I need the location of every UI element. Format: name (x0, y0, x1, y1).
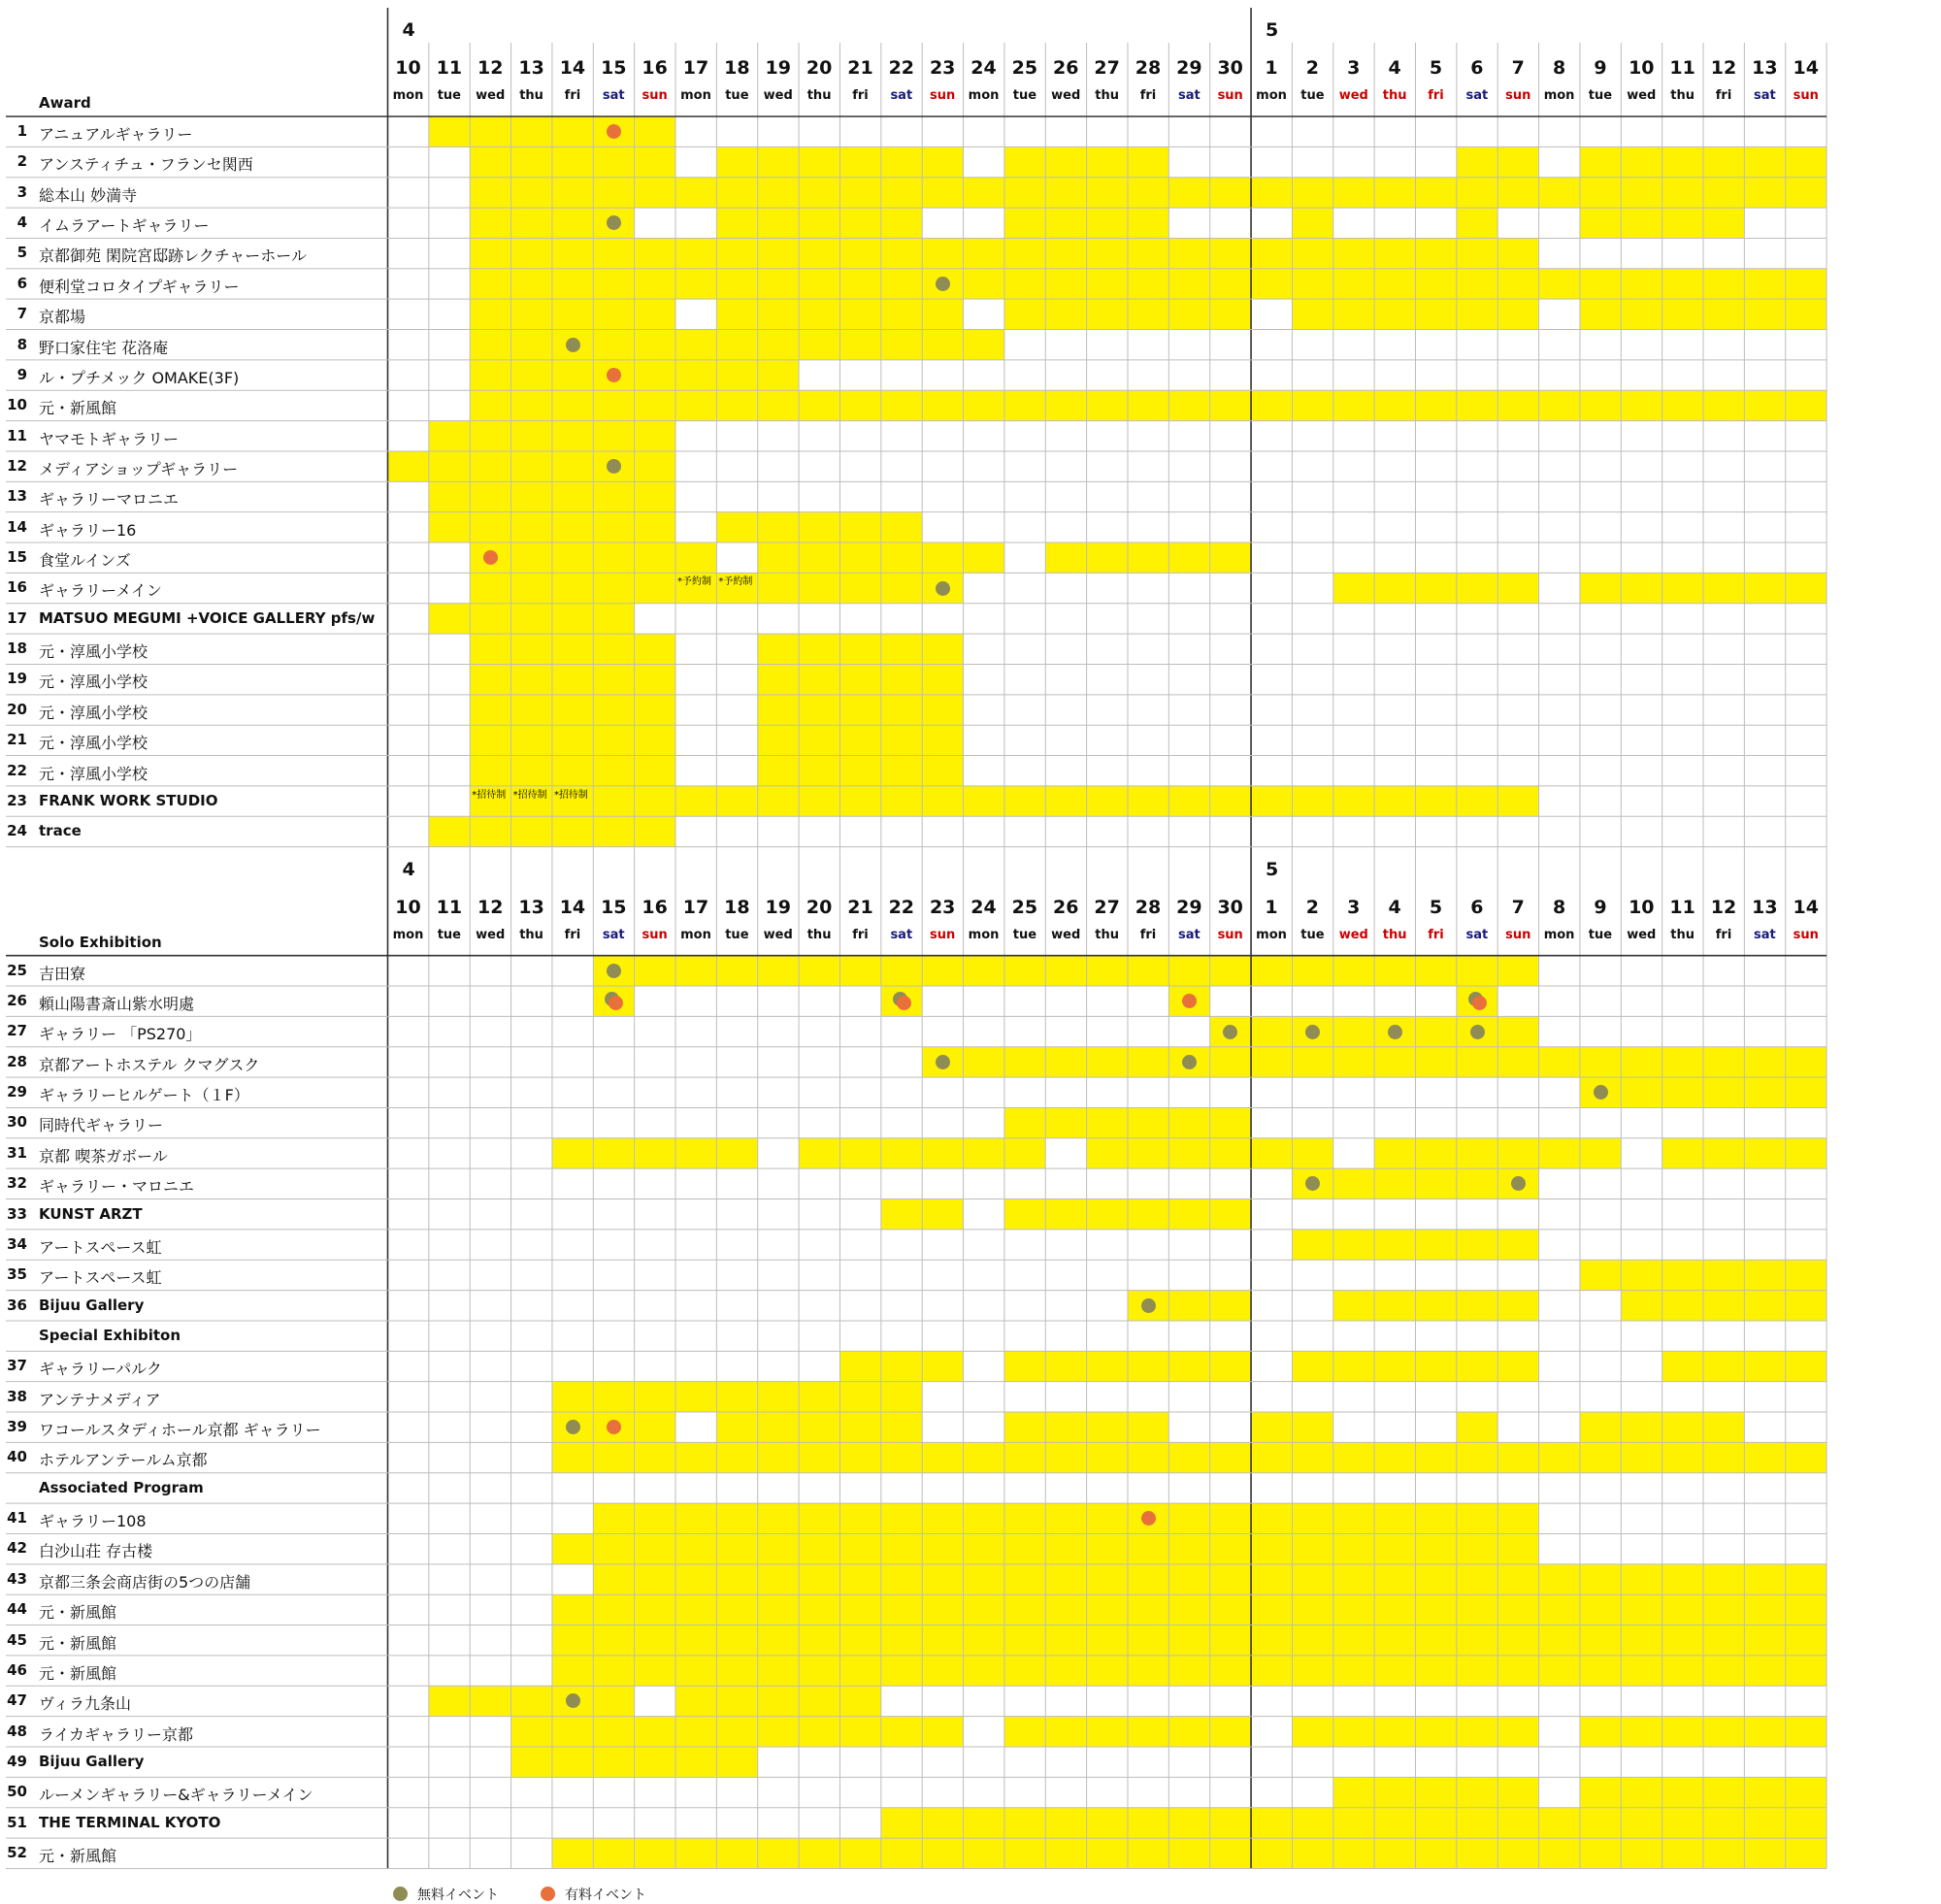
row-number: 26 (7, 992, 27, 1009)
day-number: 7 (1511, 896, 1525, 918)
free-event-dot (566, 1693, 580, 1708)
venue-name: ギャラリーメイン (39, 581, 162, 601)
legend-label: 無料イベント (417, 1888, 499, 1904)
section-title: Associated Program (39, 1478, 204, 1496)
day-name: wed (1338, 88, 1368, 103)
free-event-dot (566, 1420, 580, 1434)
venue-name: ルーメンギャラリー&ギャラリーメイン (39, 1786, 313, 1805)
day-number: 27 (1094, 896, 1120, 918)
day-name: thu (519, 88, 543, 103)
row-number: 24 (7, 822, 27, 840)
day-name: fri (1428, 927, 1444, 942)
row-number: 11 (7, 426, 27, 444)
day-name: sat (1754, 927, 1776, 942)
venue-name: 白沙山荘 存古楼 (39, 1542, 153, 1561)
row-number: 28 (7, 1052, 27, 1070)
venue-name: 吉田寮 (39, 964, 86, 983)
day-number: 28 (1135, 896, 1162, 918)
free-event-dot (1470, 1025, 1485, 1039)
row-number: 13 (7, 487, 27, 506)
venue-name: ギャラリーマロニエ (39, 490, 180, 509)
venue-name: 京都御苑 閑院宮邸跡レクチャーホール (39, 246, 307, 266)
day-number: 3 (1347, 896, 1361, 918)
venue-name: ル・プチメック OMAKE(3F) (39, 368, 240, 387)
row-number: 23 (7, 791, 27, 809)
day-name: thu (1095, 88, 1119, 103)
row-number: 14 (7, 517, 27, 536)
day-name: thu (1382, 927, 1407, 942)
row-number: 9 (16, 365, 27, 383)
row-number: 3 (16, 182, 27, 201)
reservation-note: *招待制 (472, 789, 507, 801)
venue-name: ギャラリーヒルゲート（１F） (39, 1086, 249, 1105)
day-name: sat (1177, 927, 1201, 942)
day-number: 9 (1594, 57, 1607, 79)
day-number: 19 (765, 57, 791, 79)
row-number: 51 (7, 1813, 27, 1831)
legend-label: 有料イベント (565, 1888, 646, 1904)
day-name: mon (1256, 927, 1287, 942)
row-number: 32 (7, 1174, 27, 1193)
day-name: wed (1051, 927, 1081, 942)
venue-name: 京都三条会商店街の5つの店舗 (39, 1572, 251, 1592)
row-number: 15 (7, 548, 27, 567)
venue-name: 便利堂コロタイプギャラリー (39, 277, 240, 296)
reservation-note: *招待制 (512, 789, 547, 801)
day-number: 17 (682, 57, 709, 79)
row-number: 34 (7, 1234, 27, 1253)
day-number: 14 (1793, 896, 1819, 918)
day-name: sun (1217, 88, 1243, 103)
day-name: fri (1139, 927, 1157, 942)
section-title: Solo Exhibition (39, 933, 162, 951)
free-event-dot (607, 459, 621, 474)
day-number: 10 (395, 57, 421, 79)
day-name: sat (602, 927, 625, 942)
row-number: 40 (7, 1448, 27, 1466)
row-number: 35 (7, 1265, 27, 1284)
row-number: 36 (7, 1296, 27, 1314)
day-number: 26 (1053, 896, 1079, 918)
day-number: 8 (1552, 57, 1566, 79)
row-number: 50 (7, 1783, 27, 1801)
row-number: 52 (7, 1844, 27, 1862)
day-name: tue (1012, 88, 1037, 103)
day-name: fri (1715, 88, 1732, 103)
day-number: 11 (1669, 896, 1695, 918)
venue-name: ギャラリー108 (39, 1512, 147, 1531)
day-name: wed (476, 927, 506, 942)
day-number: 13 (1752, 896, 1778, 918)
row-number: 48 (7, 1722, 27, 1740)
day-number: 12 (477, 896, 504, 918)
row-number: 46 (7, 1660, 27, 1679)
day-name: sun (642, 927, 668, 942)
day-number: 29 (1176, 57, 1202, 79)
row-number: 12 (7, 456, 27, 475)
free-event-dot (1141, 1298, 1156, 1313)
day-name: fri (1428, 88, 1444, 103)
day-name: tue (1300, 927, 1325, 942)
month-label: 4 (402, 19, 415, 41)
row-number: 29 (7, 1083, 27, 1101)
free-event-dot (936, 277, 950, 291)
day-number: 4 (1388, 57, 1401, 79)
day-name: sat (1465, 927, 1489, 942)
day-number: 23 (929, 896, 956, 918)
paid-event-dot (897, 996, 911, 1010)
day-name: thu (519, 927, 543, 942)
day-name: mon (1256, 88, 1287, 103)
reservation-note: *予約制 (677, 576, 712, 588)
day-name: thu (1095, 927, 1119, 942)
day-number: 6 (1470, 57, 1484, 79)
venue-name: アニュアルギャラリー (39, 125, 193, 144)
day-number: 25 (1011, 57, 1038, 79)
day-name: sat (890, 927, 913, 942)
venue-name: THE TERMINAL KYOTO (39, 1813, 221, 1831)
venue-name: 元・淳風小学校 (39, 703, 148, 722)
venue-name: ヤマモトギャラリー (39, 429, 180, 448)
month-label: 5 (1266, 858, 1279, 880)
day-number: 29 (1176, 896, 1202, 918)
day-number: 25 (1011, 896, 1038, 918)
row-number: 18 (7, 640, 27, 658)
row-number: 2 (16, 152, 27, 171)
section-title: Special Exhibiton (39, 1326, 181, 1344)
day-number: 13 (518, 57, 544, 79)
paid-event-legend-icon (541, 1887, 555, 1901)
venue-name: アンテナメディア (39, 1390, 161, 1409)
day-name: tue (725, 927, 749, 942)
venue-name: 頼山陽書斎山紫水明處 (39, 995, 195, 1013)
day-number: 16 (642, 896, 668, 918)
venue-name: MATSUO MEGUMI +VOICE GALLERY pfs/w (39, 608, 376, 627)
day-name: sun (930, 88, 956, 103)
day-number: 18 (724, 57, 750, 79)
row-number: 8 (16, 335, 27, 353)
day-number: 2 (1305, 57, 1320, 79)
day-name: mon (968, 927, 1000, 942)
day-name: tue (725, 88, 749, 103)
venue-name: 元・新風館 (39, 1633, 117, 1653)
day-name: sat (1754, 88, 1776, 103)
free-event-dot (1223, 1025, 1237, 1039)
day-number: 3 (1347, 57, 1361, 79)
venue-name: trace (39, 822, 82, 840)
day-name: wed (763, 927, 793, 942)
day-name: thu (806, 88, 832, 103)
day-number: 26 (1053, 57, 1079, 79)
paid-event-dot (1472, 996, 1487, 1010)
day-name: sun (1505, 927, 1531, 942)
day-number: 14 (1793, 57, 1819, 79)
day-number: 10 (395, 896, 421, 918)
day-number: 30 (1217, 896, 1243, 918)
day-name: sun (642, 88, 668, 103)
day-number: 12 (1710, 57, 1737, 79)
day-name: sun (930, 927, 956, 942)
venue-name: 同時代ギャラリー (39, 1116, 164, 1135)
day-name: wed (476, 88, 506, 103)
venue-name: 京都 喫茶ガボール (39, 1146, 168, 1165)
day-number: 1 (1265, 896, 1278, 918)
day-name: thu (806, 927, 832, 942)
day-name: tue (437, 88, 461, 103)
day-number: 10 (1628, 57, 1655, 79)
day-name: thu (1670, 927, 1695, 942)
day-number: 28 (1135, 57, 1162, 79)
free-event-dot (1594, 1085, 1608, 1100)
free-event-dot (1182, 1055, 1197, 1069)
row-number: 7 (16, 305, 27, 323)
day-name: fri (564, 927, 581, 942)
day-number: 23 (929, 57, 956, 79)
day-number: 27 (1094, 57, 1120, 79)
row-number: 5 (16, 244, 27, 262)
venue-name: ギャラリー 「PS270」 (39, 1025, 202, 1044)
free-event-dot (1388, 1025, 1402, 1039)
day-number: 8 (1552, 896, 1566, 918)
venue-name: 元・新風館 (39, 1663, 117, 1683)
venue-name: メディアショップギャラリー (39, 459, 239, 478)
day-name: wed (763, 88, 793, 103)
day-number: 20 (806, 896, 833, 918)
day-name: fri (564, 88, 581, 103)
venue-name: FRANK WORK STUDIO (39, 791, 218, 809)
row-number: 44 (7, 1600, 27, 1619)
day-number: 16 (642, 57, 668, 79)
day-number: 24 (970, 896, 997, 918)
day-number: 14 (559, 896, 586, 918)
venue-name: KUNST ARZT (39, 1204, 143, 1223)
month-label: 5 (1266, 19, 1279, 41)
row-number: 42 (7, 1539, 27, 1558)
day-number: 24 (970, 57, 997, 79)
row-number: 49 (7, 1753, 27, 1770)
day-number: 2 (1305, 896, 1320, 918)
day-number: 5 (1429, 57, 1443, 79)
free-event-dot (1305, 1025, 1320, 1039)
row-number: 1 (16, 122, 27, 140)
free-event-legend-icon (393, 1887, 408, 1901)
day-name: sat (1465, 88, 1489, 103)
day-name: wed (1051, 88, 1081, 103)
reservation-note: *予約制 (718, 576, 753, 588)
row-number: 4 (16, 213, 27, 232)
day-number: 14 (559, 57, 586, 79)
row-number: 41 (7, 1509, 27, 1527)
day-number: 10 (1628, 896, 1655, 918)
free-event-dot (936, 581, 950, 596)
row-number: 30 (7, 1113, 27, 1132)
day-number: 17 (682, 896, 709, 918)
venue-name: 元・新風館 (39, 1847, 117, 1866)
row-number: 10 (7, 396, 27, 414)
day-number: 13 (1752, 57, 1778, 79)
reservation-note: *招待制 (553, 789, 588, 801)
row-number: 20 (7, 700, 27, 718)
day-number: 15 (601, 57, 627, 79)
day-name: tue (1588, 88, 1613, 103)
row-number: 45 (7, 1630, 27, 1649)
day-number: 4 (1388, 896, 1401, 918)
venue-name: ギャラリーパルク (39, 1360, 162, 1379)
row-number: 17 (7, 608, 27, 627)
day-name: sat (890, 88, 913, 103)
day-name: mon (1543, 88, 1575, 103)
day-name: mon (392, 88, 424, 103)
day-name: fri (1139, 88, 1157, 103)
day-number: 22 (888, 57, 915, 79)
day-number: 11 (1669, 57, 1695, 79)
day-name: mon (680, 927, 711, 942)
day-name: mon (680, 88, 711, 103)
venue-name: ホテルアンテールム京都 (39, 1451, 208, 1470)
day-name: mon (392, 927, 424, 942)
venue-name: 元・新風館 (39, 1603, 117, 1623)
row-number: 19 (7, 670, 27, 688)
venue-name: 元・淳風小学校 (39, 673, 148, 692)
day-name: sun (1793, 88, 1819, 103)
day-number: 21 (847, 896, 873, 918)
day-number: 13 (518, 896, 544, 918)
day-number: 12 (1710, 896, 1737, 918)
day-name: sun (1217, 927, 1243, 942)
venue-name: アートスペース虹 (39, 1268, 162, 1288)
day-name: fri (1715, 927, 1732, 942)
row-number: 6 (16, 274, 27, 292)
day-name: thu (1382, 88, 1407, 103)
day-number: 9 (1594, 896, 1607, 918)
venue-name: Bijuu Gallery (39, 1296, 145, 1314)
day-number: 12 (477, 57, 504, 79)
day-name: mon (968, 88, 1000, 103)
venue-name: ギャラリー16 (39, 520, 137, 540)
day-name: tue (1588, 927, 1613, 942)
venue-name: イムラアートギャラリー (39, 216, 210, 236)
day-number: 15 (601, 896, 627, 918)
row-number: 39 (7, 1418, 27, 1436)
day-name: sun (1505, 88, 1531, 103)
venue-name: 元・淳風小学校 (39, 642, 148, 662)
row-number: 22 (7, 761, 27, 779)
row-number: 37 (7, 1357, 27, 1375)
day-name: wed (1627, 88, 1657, 103)
venue-name: 元・淳風小学校 (39, 734, 148, 753)
day-name: wed (1338, 927, 1368, 942)
venue-name: Bijuu Gallery (39, 1753, 145, 1770)
day-number: 21 (847, 57, 873, 79)
row-number: 25 (7, 961, 27, 979)
section-title: Award (39, 94, 91, 112)
row-number: 43 (7, 1569, 27, 1588)
venue-name: 総本山 妙満寺 (39, 185, 138, 205)
free-event-dot (936, 1055, 950, 1069)
day-name: tue (437, 927, 461, 942)
day-number: 19 (765, 896, 791, 918)
day-name: sun (1793, 927, 1819, 942)
paid-event-dot (1141, 1511, 1156, 1526)
venue-name: 元・淳風小学校 (39, 764, 148, 783)
venue-name: ギャラリー・マロニエ (39, 1177, 195, 1197)
venue-name: ワコールスタディホール京都 ギャラリー (39, 1421, 321, 1440)
row-number: 31 (7, 1143, 27, 1162)
venue-name: 京都アートホステル クマグスク (39, 1055, 260, 1074)
day-number: 11 (436, 896, 463, 918)
venue-name: ヴィラ九条山 (39, 1694, 132, 1714)
venue-name: 京都場 (39, 308, 86, 327)
day-name: tue (1300, 88, 1325, 103)
venue-name: 食堂ルインズ (39, 551, 131, 571)
day-name: sat (602, 88, 625, 103)
day-number: 18 (724, 896, 750, 918)
day-name: thu (1670, 88, 1695, 103)
day-number: 20 (806, 57, 833, 79)
venue-name: 野口家住宅 花洛庵 (39, 338, 169, 357)
row-number: 38 (7, 1387, 27, 1405)
free-event-dot (607, 964, 621, 978)
row-number: 16 (7, 578, 27, 597)
day-name: tue (1012, 927, 1037, 942)
venue-name: アンスティチュ・フランセ関西 (39, 155, 253, 175)
day-number: 6 (1470, 896, 1484, 918)
row-number: 27 (7, 1022, 27, 1040)
day-number: 5 (1429, 896, 1443, 918)
row-number: 33 (7, 1204, 27, 1223)
day-name: sat (1177, 88, 1201, 103)
venue-name: アートスペース虹 (39, 1237, 162, 1257)
paid-event-dot (607, 368, 621, 382)
day-name: fri (852, 88, 869, 103)
venue-name: ライカギャラリー京都 (39, 1724, 194, 1744)
row-number: 47 (7, 1691, 27, 1710)
free-event-dot (566, 338, 580, 352)
day-number: 11 (436, 57, 463, 79)
day-number: 1 (1265, 57, 1278, 79)
day-name: mon (1543, 927, 1575, 942)
month-label: 4 (402, 858, 415, 880)
day-number: 7 (1511, 57, 1525, 79)
day-name: fri (852, 927, 869, 942)
row-number: 21 (7, 731, 27, 749)
day-name: wed (1627, 927, 1657, 942)
day-number: 30 (1217, 57, 1243, 79)
day-number: 22 (888, 896, 915, 918)
venue-name: 元・新風館 (39, 399, 117, 418)
